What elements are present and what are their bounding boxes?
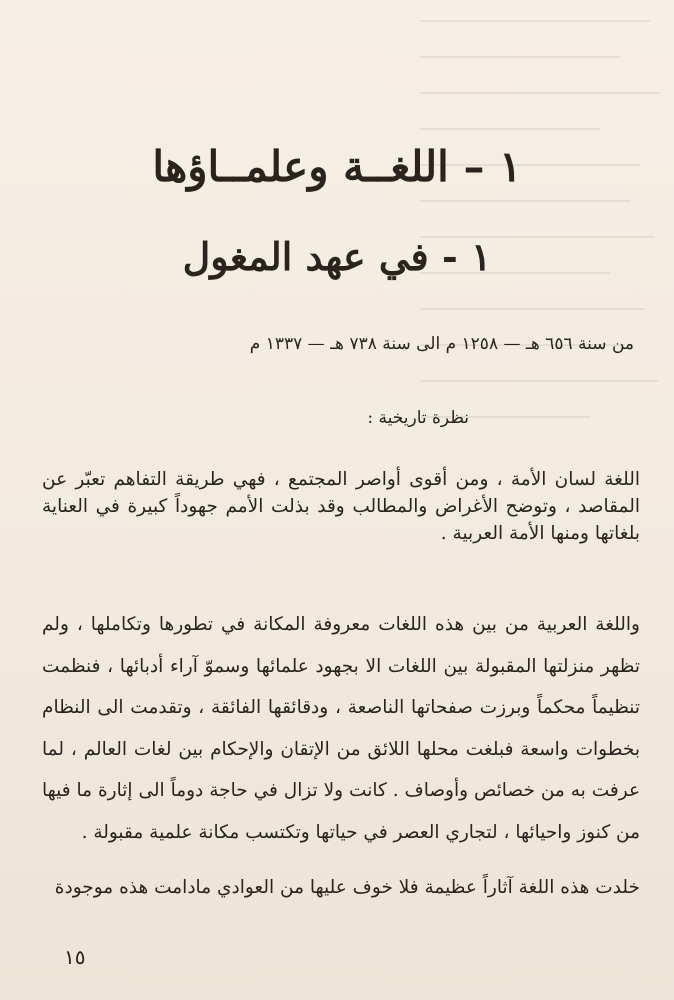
- show-through-text: [420, 20, 670, 440]
- chapter-title: ١ – اللغــة وعلمــاؤها: [152, 142, 522, 191]
- page-number: ١٥: [64, 945, 86, 969]
- paragraph-3: خلدت هذه اللغة آثاراً عظيمة فلا خوف عليها من العوادي مادامت هذه موجودة: [54, 877, 640, 898]
- period-line: من سنة ٦٥٦ هـ — ١٢٥٨ م الى سنة ٧٣٨ هـ — ١٣٣٧ م: [249, 334, 634, 354]
- paragraph-2: واللغة العربية من بين هذه اللغات معروفة المكانة في تطورها وتكاملها ، ولم تظهر منزلتها المقبولة بين اللغات الا بجهود علمائها وسموّ آراء أدبائها ، فنظمت تنظيماً محكماً وبرزت صفحاتها الناصعة ، ودقائقها الفائقة ، وتقدمت الى النظام بخطوات واسعة فبلغت محلها اللائق من الإتقان والإحكام بين لغات العالم ، لما عرفت به من خصائص وأوصاف . كانت ولا تزال في حاجة دوماً الى إثارة ما فيها من كنوز واحيائها ، لتجاري العصر في حياتها وتكتسب مكانة علمية مقبولة .: [42, 614, 640, 843]
- section-title: ١ - في عهد المغول: [182, 234, 492, 279]
- subheading: نظرة تاريخية :: [367, 408, 469, 428]
- paragraph-1: اللغة لسان الأمة ، ومن أقوى أواصر المجتمع ، فهي طريقة التفاهم تعبّر عن المقاصد ، وتوضح الأغراض والمطالب وقد بذلت الأمم جهوداً كبيرة في العناية بلغاتها ومنها الأمة العربية .: [42, 469, 640, 544]
